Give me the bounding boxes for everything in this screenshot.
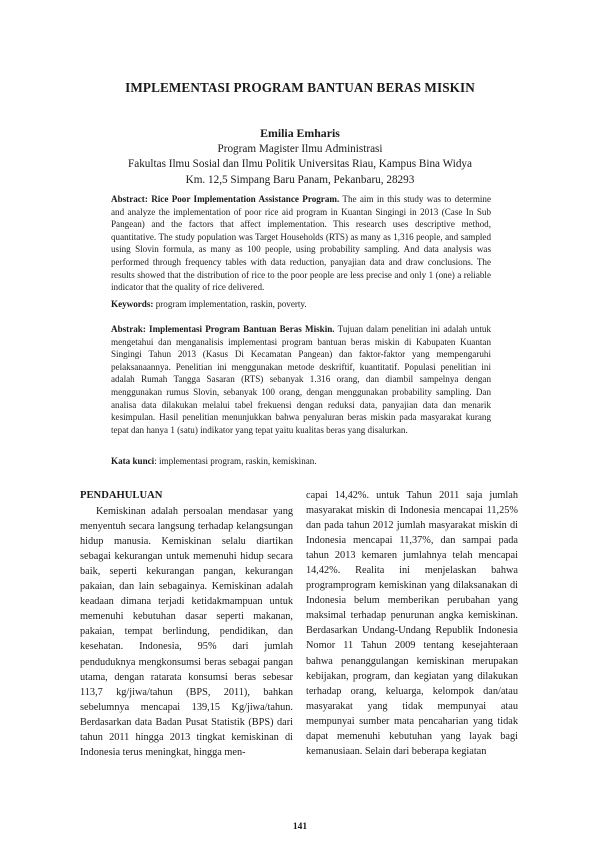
keywords-english-label: Keywords: <box>111 299 154 309</box>
author-block <box>80 126 520 188</box>
abstract-indonesian-label: Abstrak: Implementasi Program Bantuan Beras Miskin. <box>111 324 335 334</box>
affiliation-line-2: Fakultas Ilmu Sosial dan Ilmu Politik Universitas Riau, Kampus Bina Widya <box>128 158 472 170</box>
paper-title: IMPLEMENTASI PROGRAM BANTUAN BERAS MISKIN <box>125 80 475 95</box>
body-column-right <box>306 488 518 759</box>
affiliation-line-1: Program Magister Ilmu Administrasi <box>217 142 383 155</box>
affiliation-line-3: Km. 12,5 Simpang Baru Panam, Pekanbaru, 28293 <box>185 173 415 186</box>
section-heading: PENDAHULUAN <box>80 490 163 501</box>
page-number: 141 <box>292 822 308 832</box>
keywords-indonesian-text: : implementasi program, raskin, kemiskinan. <box>154 456 317 466</box>
body-column-left <box>80 488 293 760</box>
abstract-indonesian-text: Tujuan dalam penelitian ini adalah untuk mengetahui dan menganalisis implementasi program bantuan beras miskin di Kabupaten Kuantan Singingi Tahun 2013 (Kasus Di Kecamatan Pangean) dan faktor-faktor yang mempengaruhi pelaksanaannya. Penelitian ini menggunakan metode deskriftif, kuantitatif. Populasi penelitian ini adalah Rumah Tangga Sasaran (RTS) sebanyak 1.316 orang, dan diambil sampelnya dengan menggunakan rumus Slovin, sebanyak 100 orang, dengan menggunakan probability sampling. Dan analisa data dilakukan melalui tabel frekuensi dengan reduksi data, panyajian data dan menarik kesimpulan. Hasil penelitian menunjukkan bahwa penyaluran beras miskin pada masyarakat kurang tepat dan hanya 1 (satu) indikator yang tepat yaitu kualitas beras yang disalurkan. <box>111 324 491 435</box>
keywords-indonesian <box>111 455 491 468</box>
abstract-english-label: Abstract: Rice Poor Implementation Assistance Program. <box>111 194 340 204</box>
abstract-indonesian <box>111 323 491 436</box>
body-paragraph-right: capai 14,42%. untuk Tahun 2011 saja jumlah masyarakat miskin di Indonesia mencapai 11,25% dan pada tahun 2012 jumlah masyarakat miskin di Indonesia mencapai 11,37%, dan sampai pada tahun 2013 kemaren jumlahnya telah mencapai 14,42%. Realita ini menjelaskan bahwa programprogram kemiskinan yang dilaksanakan di Indonesia belum memberikan perubahan yang maksimal terhadap penurunan angka kemiskinan. Berdasarkan Undang-Undang Republik Indonesia Nomor 11 Tahun 2009 tentang kesejahteraan bahwa penanggulangan kemiskinan merupakan kebijakan, program, dan kegiatan yang dilakukan terhadap orang, keluarga, kelompok dan/atau masyarakat yang tidak mempunyai atau mempunyai sumber mata pencaharian yang tidak dapat memenuhi kebutuhan yang layak bagi kemanusiaan. Selain dari beberapa kegiatan <box>306 490 518 757</box>
keywords-english <box>111 298 491 311</box>
abstract-english <box>111 193 491 294</box>
author-name: Emilia Emharis <box>260 126 340 140</box>
keywords-english-text: program implementation, raskin, poverty. <box>155 299 307 309</box>
abstract-english-text: The aim in this study was to determine and analyze the implementation of poor rice aid program in Kuantan Singingi in 2013 (Case In Sub Pangean) and the factors that affect implementation. This research uses descriptive method, quantitative. The study population was Target Households (RTS) as many as 1,316 people, and sampled using Slovin formula, as many as 100 people, using probability sampling. And data analysis was performed through frequency tables with data reduction, panyajian data and draw conclusions. The results showed that the distribution of rice to the poor people are less precise and only 1 (one) a reliable indicator that the quality of rice delivered. <box>111 194 491 293</box>
keywords-indonesian-label: Kata kunci <box>111 456 155 466</box>
body-paragraph-left: Kemiskinan adalah persoalan mendasar yang menyentuh secara langsung terhadap kelangsungan hidup manusia. Kemiskinan selalu diartikan sebagai kekurangan untuk memenuhi hidup secara baik, seperti kekurangan pangan, kekurangan pakaian, dan lain sebagainya. Kemiskinan adalah keadaan dimana terjadi ketidakmampuan untuk memenuhi kebutuhan dasar seperti makanan, pakaian, tempat berlindung, pendidikan, dan kesehatan. Indonesia, 95% dari jumlah penduduknya mengkonsumsi beras sebagai pangan utama, dengan ratarata konsumsi beras sebesar 113,7 kg/jiwa/tahun (BPS, 2011), bahkan sebelumnya mencapai 139,15 Kg/jiwa/tahun. Berdasarkan data Badan Pusat Statistik (BPS) dari tahun 2011 hingga 2013 tingkat kemiskinan di Indonesia terus meningkat, hingga men- <box>80 506 293 758</box>
